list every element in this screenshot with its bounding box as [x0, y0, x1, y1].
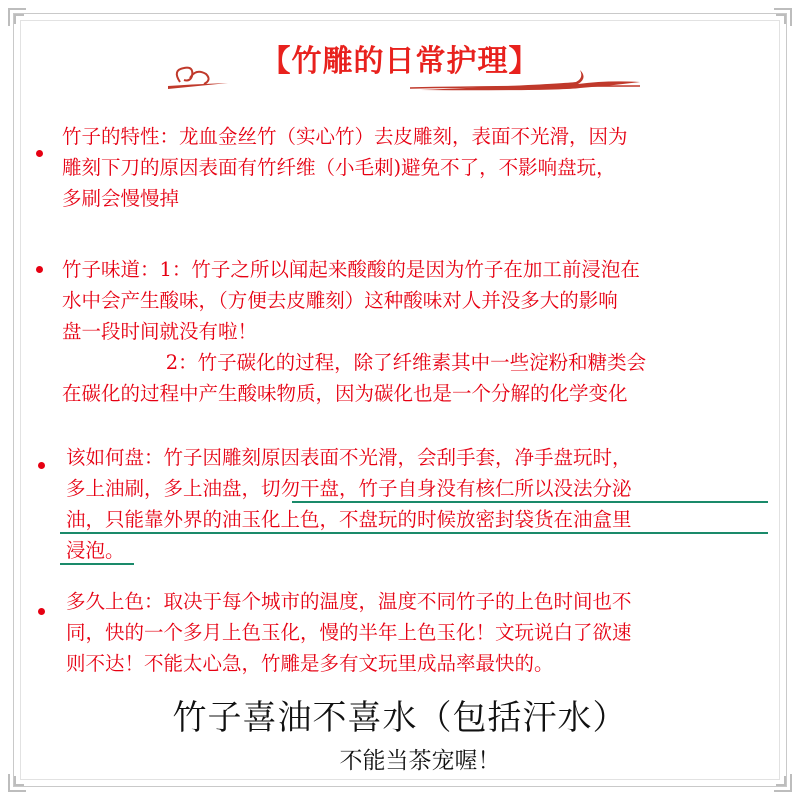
corner-ornament-top-right — [774, 8, 792, 26]
corner-ornament-bottom-right — [774, 774, 792, 792]
bullet-2 — [36, 266, 43, 273]
section-characteristics — [62, 121, 628, 214]
closing-headline: 竹子喜油不喜水（包括汗水） — [172, 698, 628, 738]
text-line: 油，只能靠外界的油玉化上色，不盘玩的时候放密封袋货在油盒里 — [66, 508, 632, 531]
text-line: 竹子味道：1：竹子之所以闻起来酸酸的是因为竹子在加工前浸泡在 — [62, 258, 640, 281]
highlight-underline — [292, 501, 768, 503]
bullet-1 — [36, 150, 43, 157]
closing-subline: 不能当茶宠喔！ — [339, 748, 501, 774]
text-line: 多上油刷，多上油盘，切勿干盘，竹子自身没有核仁所以没法分泌 — [66, 477, 632, 500]
section-how-to-handle — [66, 442, 632, 566]
cloud-swoosh-ornament — [160, 64, 640, 104]
text-line: 浸泡。 — [66, 539, 125, 562]
bullet-4 — [38, 608, 45, 615]
text-line: 在碳化的过程中产生酸味物质，因为碳化也是一个分解的化学变化 — [62, 382, 628, 405]
bullet-3 — [38, 462, 45, 469]
text-line: 多久上色：取决于每个城市的温度，温度不同竹子的上色时间也不 — [66, 590, 632, 613]
text-line: 则不达！不能太心急，竹雕是多有文玩里成品率最快的。 — [66, 652, 554, 675]
text-line: 该如何盘：竹子因雕刻原因表面不光滑，会刮手套，净手盘玩时， — [66, 446, 632, 469]
text-line: 雕刻下刀的原因表面有竹纤维（小毛刺)避免不了，不影响盘玩， — [62, 156, 616, 179]
highlight-underline — [60, 532, 768, 534]
page-title: 【竹雕的日常护理】 — [260, 44, 540, 79]
corner-ornament-bottom-left — [8, 774, 26, 792]
section-smell — [62, 254, 646, 409]
text-line: 同，快的一个多月上色玉化，慢的半年上色玉化！文玩说白了欲速 — [66, 621, 632, 644]
highlight-underline — [60, 563, 134, 565]
text-line: 多刷会慢慢掉 — [62, 187, 180, 210]
text-line: 盘一段时间就没有啦！ — [62, 320, 258, 343]
text-line: 水中会产生酸味，（方便去皮雕刻）这种酸味对人并没多大的影响 — [62, 289, 618, 312]
section-coloring-time — [66, 586, 632, 679]
text-line: 2：竹子碳化的过程，除了纤维素其中一些淀粉和糖类会 — [62, 351, 647, 374]
corner-ornament-top-left — [8, 8, 26, 26]
text-line: 竹子的特性：龙血金丝竹（实心竹）去皮雕刻，表面不光滑，因为 — [62, 125, 628, 148]
